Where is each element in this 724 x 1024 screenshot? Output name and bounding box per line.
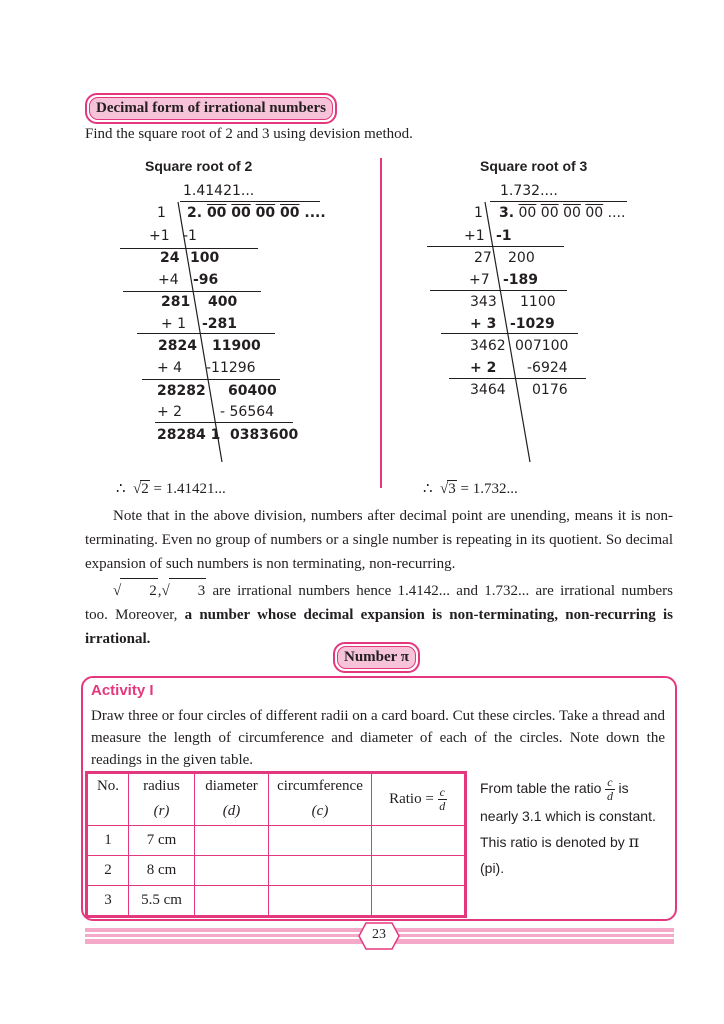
sqrt3-row-left: + 2 <box>470 360 497 376</box>
therefore-symbol: ∴ <box>423 481 433 497</box>
sqrt2-row-left: 28284 1 <box>157 427 221 443</box>
cell-ratio[interactable] <box>372 886 465 916</box>
sqrt2-row-right: 60400 <box>228 383 277 399</box>
header-no <box>88 774 129 826</box>
sqrt2-group: 00 <box>255 205 276 221</box>
sqrt2-step-line <box>123 291 261 292</box>
side-numerator: c <box>607 774 613 789</box>
sqrt3-heading: Square root of 3 <box>480 158 588 174</box>
sqrt2-row-right: -1 <box>183 228 197 244</box>
cell-circumference[interactable] <box>269 826 372 856</box>
sqrt3-step-line <box>449 378 586 379</box>
header-radius-label: radius <box>143 778 180 794</box>
activity-title: Activity I <box>91 682 154 699</box>
sqrt2-row-right: -281 <box>202 316 238 332</box>
sqrt3-step-line <box>427 246 564 247</box>
irrational-text: are irrational numbers hence 1.4142... and 1.732... are irrational numbers too. Moreover, <box>85 583 673 623</box>
sqrt3-row-left: 27 <box>474 250 492 266</box>
sqrt2-heading: Square root of 2 <box>145 158 253 174</box>
table-row <box>88 856 465 886</box>
header-diameter-symbol: (d) <box>222 803 241 819</box>
sqrt3-radicand: 3 <box>448 481 456 497</box>
cell-ratio[interactable] <box>372 826 465 856</box>
header-ratio-label: Ratio = <box>389 790 434 807</box>
activity-text: Draw three or four circles of different radii on a card board. Cut these circles. Take a thread and measure the length of circumference and diameter of each of the circles. Note down the readings in the given table. <box>91 708 665 768</box>
radicand-3: 3 <box>169 578 207 603</box>
header-no-label: No. <box>96 778 120 794</box>
sqrt2-step-line <box>155 422 293 423</box>
pi-symbol: π <box>628 831 640 851</box>
sqrt3-row-right: 007100 <box>515 338 569 354</box>
note-paragraph: Note that in the above division, numbers after decimal point are unending, means it is non-terminating. Even no group of numbers or a single number is repeating in its quotient. So decimal expansion of such numbers is non terminating, non-recurring. <box>85 508 673 572</box>
sqrt2-dividend-int: 2. <box>187 205 203 221</box>
sqrt3-step-line <box>441 333 578 334</box>
sqrt3-row-right: -1 <box>496 228 512 244</box>
cell-circumference[interactable] <box>269 886 372 916</box>
sqrt2-dividend-tail: .... <box>304 205 326 221</box>
sqrt3-row-right: 0176 <box>532 382 568 398</box>
sqrt2-step-line <box>137 333 275 334</box>
activity-table <box>87 773 465 916</box>
sqrt2-step-line <box>120 248 258 249</box>
cell-radius: 5.5 cm <box>129 886 195 916</box>
sqrt3-group: 00 <box>518 205 537 221</box>
side-text-is: is <box>618 780 629 796</box>
side-text-pre: From table the ratio <box>480 780 602 796</box>
sqrt3-row-right: -6924 <box>527 360 568 376</box>
sqrt2-row-left: +1 <box>149 228 170 244</box>
irrational-paragraph <box>85 578 673 651</box>
sqrt3-row-right: 1100 <box>520 294 556 310</box>
header-circumference <box>269 774 372 826</box>
number-pi-title: Number π <box>337 646 416 669</box>
radical-sign-icon: √ <box>133 481 142 497</box>
radical-sign-icon: √ <box>161 583 170 599</box>
sqrt2-conclusion <box>116 479 226 498</box>
header-radius-symbol: (r) <box>153 803 170 819</box>
comma: , <box>157 583 162 599</box>
column-divider <box>380 158 382 488</box>
sqrt2-conclusion-value: = 1.41421... <box>153 481 226 497</box>
sqrt3-group: 00 <box>540 205 559 221</box>
header-diameter <box>195 774 269 826</box>
sqrt2-row-left: + 4 <box>157 360 183 376</box>
sqrt2-group: 00 <box>280 205 300 221</box>
irrational-definition: a number whose decimal expansion is non-terminating, non-recurring is irrational. <box>85 607 673 647</box>
sqrt3-row-right: 200 <box>508 250 535 266</box>
cell-ratio[interactable] <box>372 856 465 886</box>
sqrt3-row-left: +7 <box>469 272 490 288</box>
radicand-2: 2 <box>120 578 158 603</box>
cell-radius: 8 cm <box>129 856 195 886</box>
sqrt3-conclusion <box>423 479 518 498</box>
cell-diameter[interactable] <box>195 886 269 916</box>
cell-no: 1 <box>88 826 129 856</box>
sqrt3-conclusion-value: = 1.732... <box>460 481 518 497</box>
sqrt2-group: 00 <box>206 205 227 221</box>
ratio-side-text <box>480 775 660 881</box>
header-radius <box>129 774 195 826</box>
sqrt2-row-left: 24 <box>160 250 180 266</box>
therefore-symbol: ∴ <box>116 481 126 497</box>
side-text-end: (pi). <box>480 859 505 876</box>
sqrt2-row-right: - 56564 <box>220 404 275 420</box>
sqrt3-group: 00 <box>563 205 581 221</box>
radical-sign-icon: √ <box>440 481 449 497</box>
page-number: 23 <box>372 927 386 942</box>
sqrt2-row-right: 0383600 <box>230 427 299 443</box>
sqrt2-row-right: -96 <box>193 272 219 288</box>
table-row <box>88 886 465 916</box>
sqrt2-row-left: + 1 <box>161 316 187 332</box>
sqrt2-divisor1: 1 <box>157 205 166 221</box>
sqrt2-radicand: 2 <box>141 481 149 497</box>
sqrt3-dividend-tail: .... <box>607 205 626 221</box>
sqrt2-row-left: 2824 <box>158 338 197 354</box>
header-ratio <box>372 774 465 826</box>
sqrt3-dividend-int: 3. <box>499 205 515 221</box>
sqrt3-row-left: 3464 <box>470 382 506 398</box>
header-diameter-label: diameter <box>205 778 258 794</box>
sqrt2-group: 00 <box>231 205 251 221</box>
ratio-fraction <box>438 786 447 813</box>
ratio-denominator: d <box>439 799 446 813</box>
cell-diameter[interactable] <box>195 856 269 886</box>
header-circumference-symbol: (c) <box>311 803 329 819</box>
sqrt3-row-right: -189 <box>503 272 539 288</box>
sqrt3-quotient: 1.732.... <box>500 183 558 199</box>
cell-circumference[interactable] <box>269 856 372 886</box>
section-title: Decimal form of irrational numbers <box>89 97 333 120</box>
ratio-numerator: c <box>439 785 445 799</box>
sqrt3-divisor1: 1 <box>474 205 483 221</box>
sqrt3-row-left: 343 <box>470 294 497 310</box>
number-pi-pill <box>333 642 420 673</box>
sqrt2-row-right: -11296 <box>206 360 256 376</box>
cell-radius: 7 cm <box>129 826 195 856</box>
instruction-text: Find the square root of 2 and 3 using devision method. <box>85 126 413 142</box>
side-denominator: d <box>606 788 613 803</box>
sqrt3-row-left: + 3 <box>470 316 497 332</box>
cell-no: 2 <box>88 856 129 886</box>
sqrt3-group: 00 <box>585 205 604 221</box>
cell-no: 3 <box>88 886 129 916</box>
table-header-row <box>88 774 465 826</box>
sqrt2-step-line <box>142 379 280 380</box>
cell-diameter[interactable] <box>195 826 269 856</box>
sqrt3-row-left: 3462 <box>470 338 506 354</box>
header-circumference-label: circumference <box>277 778 363 794</box>
section-title-pill <box>85 93 337 124</box>
sqrt3-row-left: +1 <box>464 228 485 244</box>
side-fraction <box>605 776 614 803</box>
sqrt2-row-left: 281 <box>161 294 191 310</box>
radical-sign-icon: √ <box>113 583 122 599</box>
sqrt2-row-right: 100 <box>190 250 220 266</box>
sqrt2-row-right: 11900 <box>212 338 261 354</box>
sqrt2-row-left: 28282 <box>157 383 206 399</box>
sqrt2-quotient: 1.41421... <box>183 183 255 199</box>
sqrt2-row-left: + 2 <box>157 404 183 420</box>
sqrt2-row-right: 400 <box>208 294 238 310</box>
sqrt3-step-line <box>430 290 567 291</box>
activity-table-frame <box>85 771 467 918</box>
sqrt2-row-left: +4 <box>158 272 179 288</box>
table-row <box>88 826 465 856</box>
sqrt3-row-right: -1029 <box>510 316 555 332</box>
side-text-rest: nearly 3.1 which is constant. This ratio is denoted by <box>480 807 656 850</box>
